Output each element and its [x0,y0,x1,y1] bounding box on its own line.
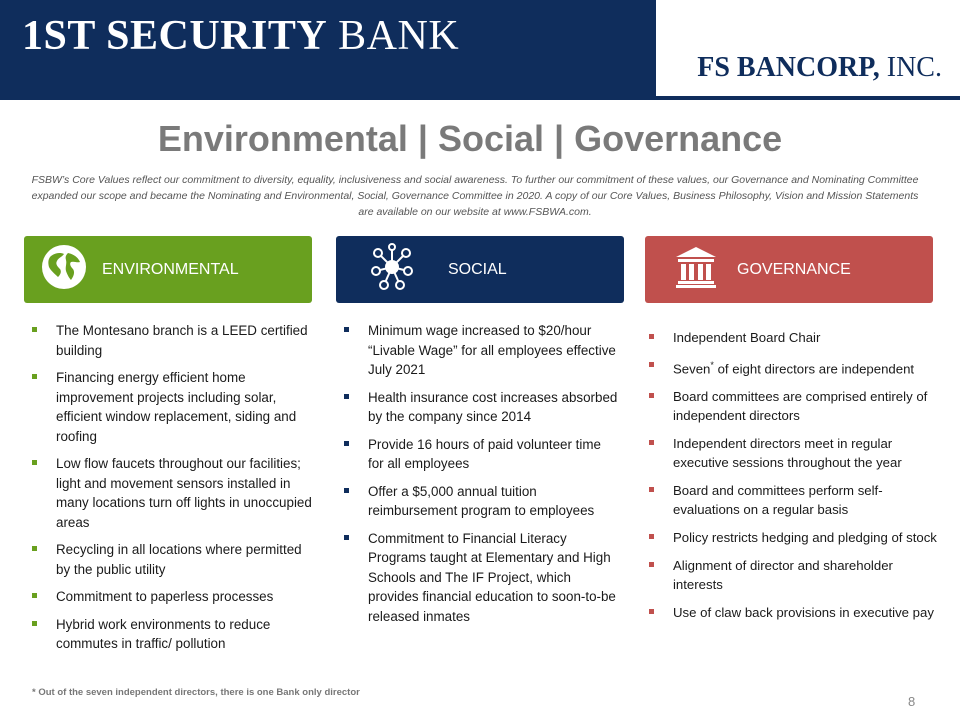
bullet [32,621,37,626]
courthouse-icon [673,244,719,295]
list-item: The Montesano branch is a LEED certified building [24,321,314,360]
bullet [344,441,349,446]
list-item: Offer a $5,000 annual tuition reimbursement program to employees [336,482,618,521]
bank-name-thin: BANK [338,13,460,59]
list-item: Low flow faucets throughout our facilities; light and movement sensors installed in many locations turn off lights in unoccupied areas [24,454,314,532]
bank-name-bold: 1ST SECURITY [22,13,328,59]
social-list [336,321,618,634]
bancorp-logo [697,52,942,84]
list-item: Health insurance cost increases absorbed by the company since 2014 [336,388,618,427]
governance-header [645,236,933,303]
bancorp-name-thin: INC. [886,52,942,83]
list-item: Seven* of eight directors are independent [641,356,941,378]
bullet [344,394,349,399]
page-number: 8 [908,694,916,709]
bullet [649,609,654,614]
bullet [649,334,654,339]
social-label: SOCIAL [448,260,507,278]
bank-logo [22,12,459,60]
list-item: Board committees are comprised entirely of independent directors [641,387,941,425]
bullet [32,460,37,465]
bullet [649,440,654,445]
environmental-header [24,236,312,303]
bullet [649,362,654,367]
list-item: Recycling in all locations where permitted by the public utility [24,540,314,579]
network-people-icon [366,241,418,298]
environmental-label: ENVIRONMENTAL [102,260,239,278]
bullet [344,488,349,493]
intro-paragraph: FSBW’s Core Values reflect our commitment to diversity, equality, inclusiveness and social awareness. To further our commitment of these values, our Governance and Nominating Committee expanded our scope and became the Nominating and Environmental, Social, Governance Committee in 2020. A copy of our Core Values, Business Philosophy, Vision and Mission Statements are available on our website at www.FSBWA.com. [31,174,919,218]
governance-list [641,328,941,631]
list-item: Alignment of director and shareholder interests [641,556,941,594]
bullet [344,535,349,540]
bancorp-logo-box [656,0,960,96]
bancorp-name-bold: FS BANCORP, [697,52,880,83]
list-item: Policy restricts hedging and pledging of stock [641,528,941,547]
list-item: Provide 16 hours of paid volunteer time for all employees [336,435,618,474]
bullet [649,487,654,492]
footnote-marker: * [710,360,714,370]
bullet [32,546,37,551]
social-header [336,236,624,303]
list-item: Independent Board Chair [641,328,941,347]
list-item: Hybrid work environments to reduce commutes in traffic/ pollution [24,615,314,654]
environmental-list [24,321,314,662]
bullet [649,393,654,398]
list-item: Financing energy efficient home improvement projects including solar, efficient window replacement, siding and roofing [24,368,314,446]
list-item: Minimum wage increased to $20/hour “Livable Wage” for all employees effective July 2021 [336,321,618,380]
list-item: Commitment to paperless processes [24,587,314,607]
bullet [32,374,37,379]
bullet [32,327,37,332]
page-title: Environmental | Social | Governance [157,118,783,159]
bullet [649,562,654,567]
list-item: Board and committees perform self-evaluations on a regular basis [641,481,941,519]
governance-label: GOVERNANCE [737,260,851,278]
list-item: Use of claw back provisions in executive pay [641,603,941,622]
list-item: Commitment to Financial Literacy Programs taught at Elementary and High Schools and The IF Project, which provides financial education to soon-to-be released inmates [336,529,618,627]
globe-icon [40,243,88,296]
list-item: Independent directors meet in regular executive sessions throughout the year [641,434,941,472]
footnote: * Out of the seven independent directors, there is one Bank only director [32,687,360,698]
bullet [344,327,349,332]
bullet [649,534,654,539]
bullet [32,593,37,598]
